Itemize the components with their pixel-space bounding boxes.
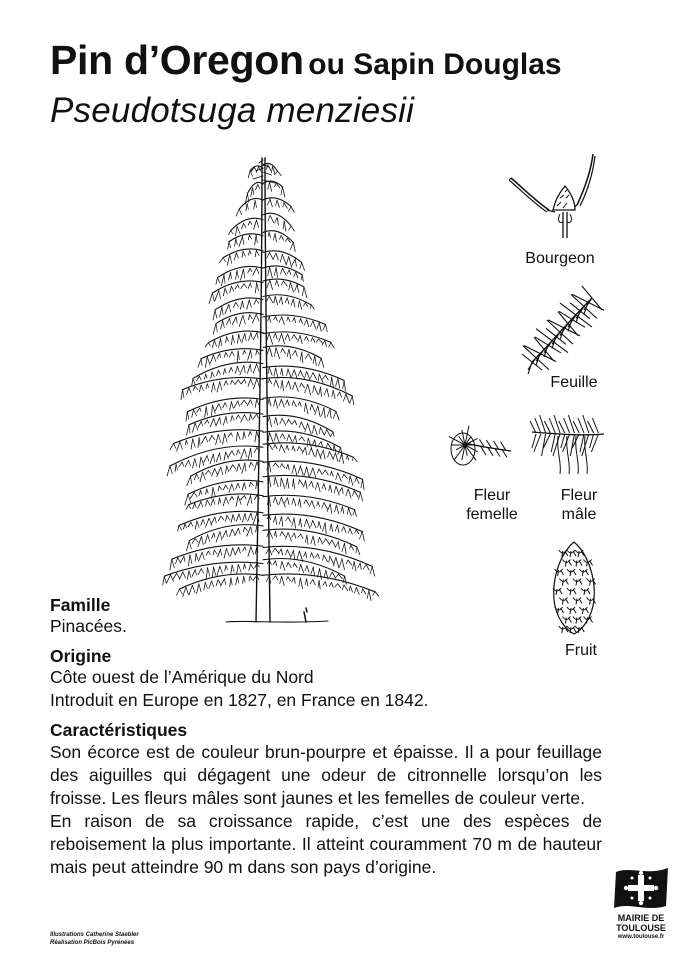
famille-heading: Famille: [50, 595, 111, 615]
page-title: [50, 37, 562, 83]
logo-url: www.toulouse.fr: [617, 934, 665, 940]
credits-realisation: Réalisation PicBois Pyrénées: [50, 940, 135, 946]
origine-line-2: Introduit en Europe en 1827, en France en 1842.: [50, 690, 429, 710]
female-flower-label: [460, 486, 524, 524]
leaf-illustration: [526, 292, 598, 368]
credits-illustrations: Illustrations Catherine Staebler: [50, 932, 139, 938]
latin-name: Pseudotsuga menziesii: [50, 91, 415, 130]
logo-text: [606, 913, 676, 933]
male-flower-label-line1: Fleur: [560, 487, 598, 504]
origine-heading: Origine: [50, 646, 112, 666]
bud-illustration: [505, 150, 605, 242]
alternate-name: ou Sapin Douglas: [308, 48, 562, 81]
origine-line-1: Côte ouest de l’Amérique du Nord: [50, 667, 314, 687]
male-flower-illustration: [528, 410, 608, 478]
caracteristiques-body: [50, 741, 602, 879]
credits: [50, 931, 139, 947]
male-flower-label: [549, 486, 609, 524]
bud-label: Bourgeon: [525, 250, 595, 267]
logo-line-2: TOULOUSE: [616, 923, 666, 933]
caracteristiques-heading: Caractéristiques: [50, 720, 188, 740]
logo-line-1: MAIRIE DE: [617, 913, 665, 923]
famille-text: Pinacées.: [50, 616, 127, 636]
female-flower-illustration: [445, 413, 515, 475]
common-name: Pin d’Oregon: [50, 37, 304, 83]
caracteristiques-paragraph-2: En raison de sa croissance rapide, c’est une des espèces de reboisement la plus importante. Il atteint couramment 70 m de hauteur mais peut atteindre 90 m dans son pays d’origine.: [50, 811, 602, 877]
caracteristiques-paragraph-1: Son écorce est de couleur brun-pourpre et épaisse. Il a pour feuillage des aiguilles qui dégagent une odeur de citronnelle lorsqu’on les froisse. Les fleurs mâles sont jaunes et les femelles de couleur verte.: [50, 742, 602, 808]
female-flower-label-line1: Fleur: [473, 487, 511, 504]
fruit-label: Fruit: [565, 642, 597, 659]
male-flower-label-line2: mâle: [561, 506, 597, 523]
female-flower-label-line2: femelle: [466, 506, 518, 523]
toulouse-cross-flag-icon: [612, 866, 672, 912]
cone-illustration: [546, 538, 602, 636]
leaf-label: Feuille: [550, 374, 598, 391]
